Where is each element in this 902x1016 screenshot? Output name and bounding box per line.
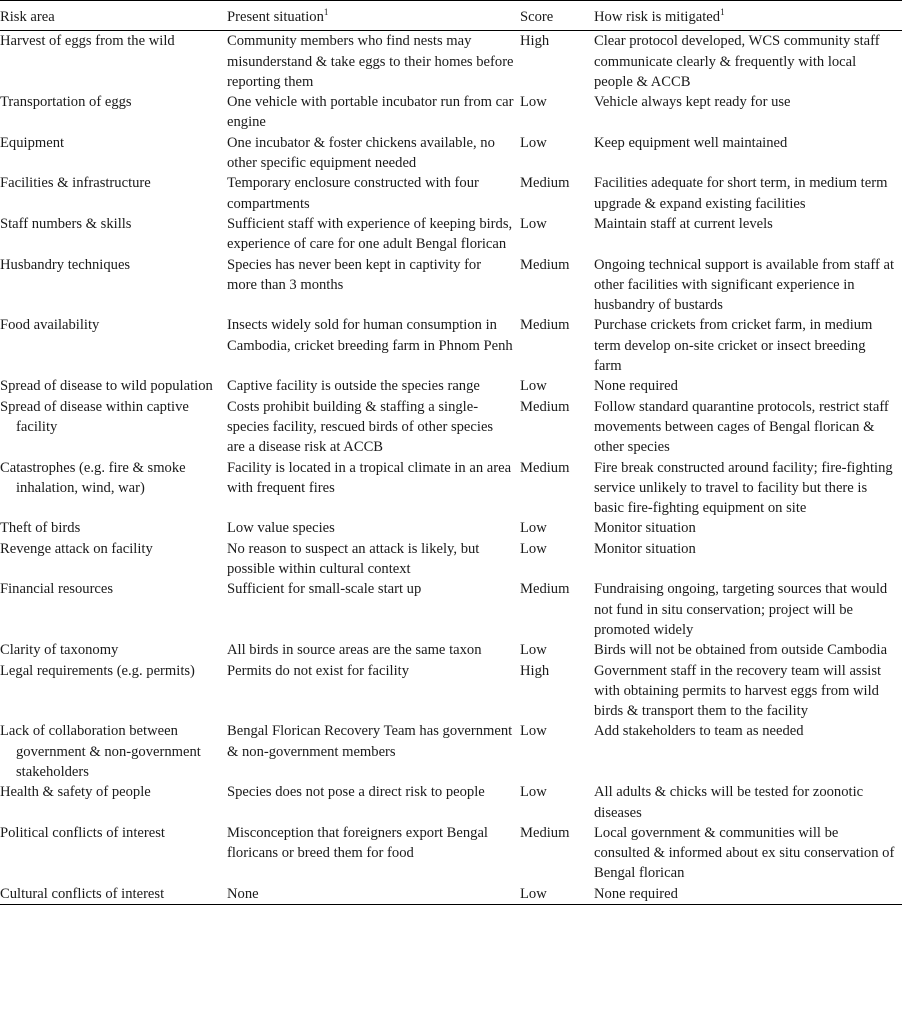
present-situation-cell: Sufficient for small-scale start up — [227, 581, 422, 598]
risk-area-cell: Food availability — [0, 317, 100, 334]
score-cell: Low — [520, 215, 547, 232]
footnote-mark: 1 — [323, 7, 329, 18]
score-cell: High — [520, 662, 550, 679]
score-cell: Low — [520, 378, 547, 395]
table-row — [0, 397, 902, 458]
header-mitigation — [594, 1, 902, 31]
present-situation-cell: Insects widely sold for human consumption in Cambodia, cricket breeding farm in Phnom Penh — [227, 317, 513, 354]
present-situation-cell: Facility is located in a tropical climate in an area with frequent fires — [227, 459, 512, 496]
table-row — [0, 133, 902, 174]
table-header — [0, 1, 902, 31]
mitigation-cell: None required — [594, 885, 678, 902]
score-cell: Medium — [520, 256, 570, 273]
mitigation-cell: Fire break constructed around facility; fire-fighting service unlikely to travel to facility but there is basic fire-fighting equipment on site — [594, 459, 893, 517]
present-situation-cell: No reason to suspect an attack is likely, but possible within cultural context — [227, 540, 480, 578]
mitigation-cell: Add stakeholders to team as needed — [594, 723, 804, 740]
risk-area-cell: Equipment — [0, 134, 65, 151]
score-cell: Low — [520, 784, 547, 801]
table-row — [0, 640, 902, 660]
risk-area-cell: Theft of birds — [0, 520, 81, 537]
mitigation-cell: All adults & chicks will be tested for zoonotic diseases — [594, 784, 864, 821]
mitigation-cell: Facilities adequate for short term, in medium term upgrade & expand existing facilities — [594, 175, 888, 212]
header-present-situation — [227, 1, 520, 31]
risk-area-cell: Harvest of eggs from the wild — [0, 33, 175, 50]
present-situation-cell: Species has never been kept in captivity for more than 3 months — [227, 256, 482, 293]
risk-area-cell: Financial resources — [0, 581, 114, 598]
mitigation-cell: Fundraising ongoing, targeting sources that would not fund in situ conservation; project will be promoted widely — [594, 581, 888, 638]
risk-area-cell: Transportation of eggs — [0, 94, 132, 111]
mitigation-cell: Maintain staff at current levels — [594, 215, 773, 232]
risk-area-cell: Legal requirements (e.g. permits) — [0, 662, 195, 679]
present-situation-cell: One incubator & foster chickens available, no other specific equipment needed — [227, 134, 495, 172]
risk-area-cell: Lack of collaboration between government & non-government stakeholders — [0, 723, 201, 780]
table-row — [0, 823, 902, 884]
score-cell: High — [520, 33, 550, 50]
mitigation-cell: Clear protocol developed, WCS community staff communicate clearly & frequently with local people & ACCB — [594, 33, 880, 90]
table-row — [0, 214, 902, 255]
mitigation-cell: Monitor situation — [594, 540, 696, 557]
present-situation-cell: Low value species — [227, 520, 335, 537]
risk-area-cell: Cultural conflicts of interest — [0, 885, 165, 902]
table-row — [0, 31, 902, 92]
risk-area-cell: Clarity of taxonomy — [0, 642, 119, 659]
mitigation-cell: Monitor situation — [594, 520, 696, 537]
mitigation-cell: Follow standard quarantine protocols, restrict staff movements between cages of Bengal florican & other species — [594, 398, 889, 456]
mitigation-cell: None required — [594, 378, 678, 395]
present-situation-cell: Species does not pose a direct risk to people — [227, 784, 485, 801]
table-row — [0, 884, 902, 905]
mitigation-cell: Birds will not be obtained from outside Cambodia — [594, 642, 888, 659]
risk-area-cell: Facilities & infrastructure — [0, 175, 151, 192]
table-row — [0, 518, 902, 538]
header-risk-area — [0, 1, 227, 31]
header-row — [0, 1, 902, 31]
score-cell: Low — [520, 723, 547, 740]
score-cell: Medium — [520, 581, 570, 598]
table-row — [0, 173, 902, 214]
present-situation-cell: One vehicle with portable incubator run from car engine — [227, 94, 514, 131]
present-situation-cell: Bengal Florican Recovery Team has government & non-government members — [227, 723, 513, 760]
table-row — [0, 92, 902, 133]
risk-area-cell: Spread of disease to wild population — [0, 378, 213, 395]
table-row — [0, 539, 902, 580]
score-cell: Low — [520, 134, 547, 151]
table-body — [0, 31, 902, 905]
score-cell: Low — [520, 885, 547, 902]
mitigation-cell: Local government & communities will be consulted & informed about ex situ conservation of Bengal florican — [594, 824, 895, 882]
score-cell: Medium — [520, 175, 570, 192]
table-row — [0, 721, 902, 782]
header-risk-area-label: Risk area — [0, 9, 55, 25]
score-cell: Low — [520, 642, 547, 659]
mitigation-cell: Ongoing technical support is available from staff at other facilities with significant experience in husbandry of bustards — [594, 256, 895, 314]
present-situation-cell: Costs prohibit building & staffing a single-species facility, rescued birds of other species are a disease risk at ACCB — [227, 398, 494, 456]
mitigation-cell: Vehicle always kept ready for use — [594, 94, 791, 111]
risk-area-cell: Revenge attack on facility — [0, 540, 153, 557]
table-row — [0, 661, 902, 722]
risk-area-cell: Political conflicts of interest — [0, 824, 165, 841]
score-cell: Medium — [520, 317, 570, 334]
risk-area-cell: Staff numbers & skills — [0, 215, 132, 232]
present-situation-cell: All birds in source areas are the same taxon — [227, 642, 482, 659]
table-row — [0, 458, 902, 519]
present-situation-cell: Permits do not exist for facility — [227, 662, 409, 679]
header-score — [520, 1, 594, 31]
score-cell: Low — [520, 520, 547, 537]
present-situation-cell: Misconception that foreigners export Bengal floricans or breed them for food — [227, 824, 488, 862]
footnote-mark: 1 — [720, 7, 725, 18]
risk-area-cell: Husbandry techniques — [0, 256, 131, 273]
present-situation-cell: Sufficient staff with experience of keeping birds, experience of care for one adult Bengal florican — [227, 215, 513, 253]
present-situation-cell: Captive facility is outside the species range — [227, 378, 480, 395]
present-situation-cell: Temporary enclosure constructed with four compartments — [227, 175, 479, 212]
table-row — [0, 579, 902, 640]
header-score-label: Score — [520, 9, 554, 25]
risk-area-cell: Spread of disease within captive facility — [0, 398, 189, 435]
table-row — [0, 315, 902, 376]
risk-area-cell: Catastrophes (e.g. fire & smoke inhalation, wind, war) — [0, 459, 186, 496]
score-cell: Medium — [520, 459, 570, 476]
present-situation-cell: None — [227, 885, 259, 902]
score-cell: Low — [520, 94, 547, 111]
mitigation-cell: Purchase crickets from cricket farm, in medium term develop on-site cricket or insect breeding farm — [594, 317, 873, 375]
score-cell: Low — [520, 540, 547, 557]
header-mitigation-label: How risk is mitigated — [594, 9, 721, 25]
header-present-situation-label: Present situation — [227, 9, 324, 25]
mitigation-cell: Keep equipment well maintained — [594, 134, 788, 151]
score-cell: Medium — [520, 824, 570, 841]
table-row — [0, 782, 902, 823]
score-cell: Medium — [520, 398, 570, 415]
mitigation-cell: Government staff in the recovery team will assist with obtaining permits to harvest eggs from wild birds & transport them to the facility — [594, 662, 882, 720]
risk-area-cell: Health & safety of people — [0, 784, 151, 801]
table-row — [0, 255, 902, 316]
table-row — [0, 376, 902, 396]
present-situation-cell: Community members who find nests may misunderstand & take eggs to their homes before reporting them — [227, 33, 514, 90]
